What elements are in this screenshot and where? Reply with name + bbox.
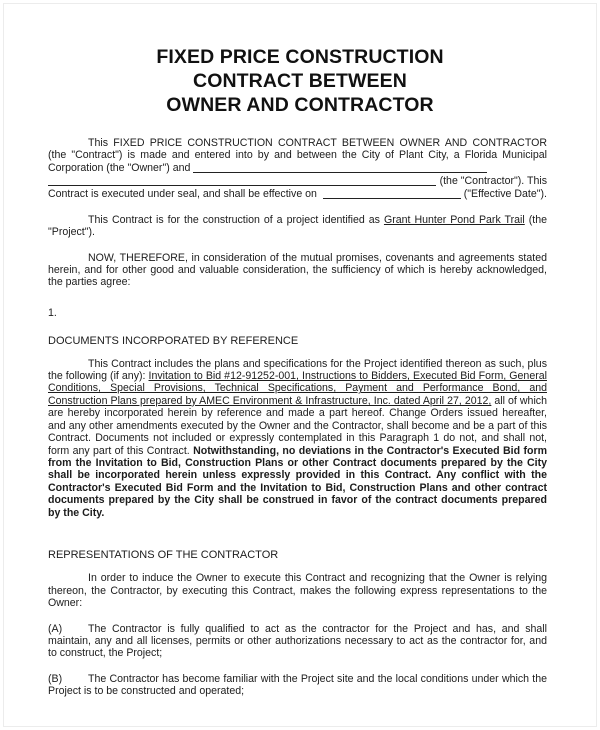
section-1-prefix: This Contract includes the plans and specifications for the Project identified thereon as such, plus the following (if any): xyxy=(48,357,547,383)
representation-a-label: (A) xyxy=(48,622,63,635)
section-1-heading: DOCUMENTS INCORPORATED BY REFERENCE xyxy=(48,335,299,348)
intro-line-1: This FIXED PRICE CONSTRUCTION CONTRACT BETWEEN OWNER AND CONTRACTOR xyxy=(88,137,547,149)
owner-label: Corporation (the "Owner") and xyxy=(48,162,191,175)
section-1-number: 1. xyxy=(48,306,57,319)
project-prefix: This Contract is for the construction of a project identified as xyxy=(88,213,384,226)
effective-date-label: ("Effective Date"). xyxy=(463,188,547,201)
intro-line-5 xyxy=(48,188,547,201)
representation-b xyxy=(48,673,547,698)
contractor-label: (the "Contractor"). This xyxy=(439,175,547,188)
intro-line-3 xyxy=(48,162,547,175)
contractor-name-blank[interactable] xyxy=(193,162,487,173)
representation-a xyxy=(48,623,547,660)
section-2-heading: REPRESENTATIONS OF THE CONTRACTOR xyxy=(48,548,279,561)
section-2-intro: In order to induce the Owner to execute this Contract and recognizing that the Owner is relying thereon, the Contractor, by executing this Contract, makes the following express representations to the Owner: xyxy=(48,572,547,610)
representation-b-text: The Contractor has become familiar with the Project site and the local conditions under which the Project is to be constructed and operated; xyxy=(48,672,547,698)
project-name: Grant Hunter Pond Park Trail xyxy=(383,213,525,226)
title-line-1: FIXED PRICE CONSTRUCTION xyxy=(156,46,444,68)
intro-line-4 xyxy=(48,175,547,188)
now-therefore-paragraph: NOW, THEREFORE, in consideration of the mutual promises, covenants and agreements stated herein, and for other good and valuable consideration, the sufficiency of which is hereby acknowledged, the parties agree: xyxy=(48,251,547,289)
intro-paragraph xyxy=(48,137,547,201)
section-1-middle: all of which are hereby incorporated herein by reference and made a part hereof. Change Orders issued hereafter, and any other amendments executed by the Owner and the Contractor, shall become and be a part of this Contract. Documents not included or expressly contemplated in this Paragraph 1 do not, and shall not, form any part of this Contract. xyxy=(48,394,547,457)
document-title xyxy=(0,45,600,117)
incorporated-documents-list: Invitation to Bid #12-91252-001, Instructions to Bidders, Executed Bid Form, General Conditions, Special Provisions, Technical Specifications, Payment and Performance Bond, and Construction Plans prepared by AMEC Environment & Infrastructure, Inc. dated April 27, 2012, xyxy=(48,370,547,407)
title-line-3: OWNER AND CONTRACTOR xyxy=(166,94,434,116)
intro-line-2: (the "Contract") is made and entered into by and between the City of Plant City, a Florida Municipal xyxy=(48,149,547,162)
title-line-2: CONTRACT BETWEEN xyxy=(193,70,407,92)
project-suffix: (the "Project"). xyxy=(48,213,547,239)
section-1-paragraph xyxy=(48,358,547,519)
representation-a-text: The Contractor is fully qualified to act as the contractor for the Project and has, and shall maintain, any and all licenses, permits or other authorizations necessary to act as the contractor for, and to construct, the Project; xyxy=(48,622,547,660)
project-paragraph xyxy=(48,214,547,239)
section-1-notwithstanding: Notwithstanding, no deviations in the Contractor's Executed Bid form from the Invitation to Bid, Construction Plans or other Contract documents prepared by the City shall be incorporated herein unless expressly provided in this Contract. Any conflict with the Contractor's Executed Bid Form and the Invitation to Bid, Construction Plans and other contract documents prepared by the City shall be construed in favor of the contract documents prepared by the City. xyxy=(48,444,548,519)
representation-b-label: (B) xyxy=(48,672,63,685)
contractor-name-blank-cont[interactable] xyxy=(48,175,436,186)
effective-on-label: Contract is executed under seal, and shall be effective on xyxy=(48,188,317,201)
document-body xyxy=(48,137,547,698)
effective-date-blank[interactable] xyxy=(323,188,461,199)
